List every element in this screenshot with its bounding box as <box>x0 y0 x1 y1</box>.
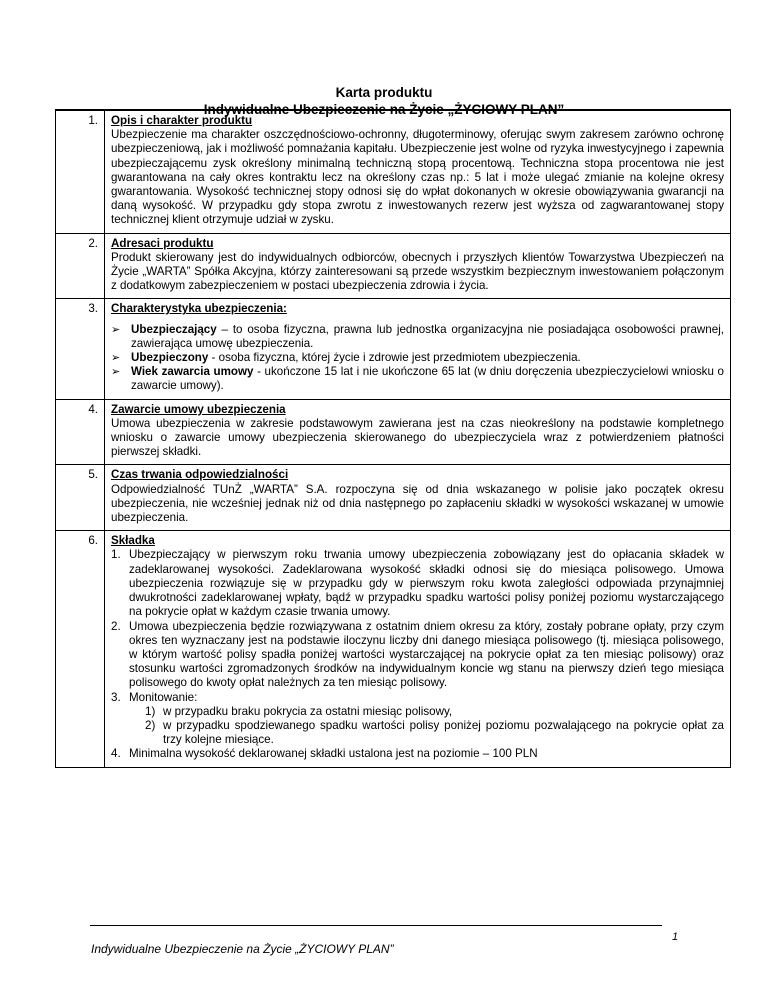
list-item <box>111 323 724 351</box>
section-body: Umowa ubezpieczenia w zakresie podstawowym zawierana jest na czas nieokreślony na podstawie kompletnego wniosku o zawarcie umowy ubezpieczenia skierowanego do ubezpieczyciela wraz z potwierdzeniem płatności pierwszej składki. <box>111 416 724 459</box>
section-content <box>105 110 731 233</box>
section-content <box>105 465 731 531</box>
section-heading: Opis i charakter produktu <box>111 114 253 127</box>
list-item <box>111 620 724 691</box>
list-item <box>111 351 724 365</box>
item-term: Ubezpieczony <box>131 351 209 365</box>
section-number: 2. <box>56 233 105 299</box>
section-content <box>105 531 731 767</box>
list-item <box>111 365 724 393</box>
page-number: 1 <box>672 931 679 943</box>
premium-points-list <box>111 548 724 761</box>
list-item <box>111 548 724 619</box>
point-number: 2. <box>111 619 121 633</box>
item-text: - osoba fizyczna, której życie i zdrowie jest przedmiotem ubezpieczenia. <box>208 351 581 365</box>
point-number: 1. <box>111 548 121 562</box>
point-number: 4. <box>111 747 121 761</box>
list-item <box>129 719 724 747</box>
item-text: – to osoba fizyczna, prawna lub jednostka organizacyjna nie posiadająca osobowości prawnej, zawierająca umowę ubezpieczenia. <box>131 322 724 350</box>
section-row <box>56 465 731 531</box>
item-text: - ukończone 15 lat i nie ukończone 65 lat (w dniu doręczenia ubezpieczycielowi wniosku o zawarcie umowy). <box>131 365 724 393</box>
section-heading: Charakterystyka ubezpieczenia: <box>111 302 287 316</box>
footer-divider <box>90 925 662 926</box>
section-row <box>56 110 731 233</box>
title-line-2: Indywidualne Ubezpieczenie na Życie „ŻYCIOWY PLAN” <box>203 102 565 117</box>
subpoint-text: w przypadku spodziewanego spadku wartości polisy poniżej poziomu pozwalającego na pokrycie opłat za trzy kolejne miesiące. <box>163 718 724 747</box>
section-row <box>56 299 731 399</box>
section-number: 5. <box>56 465 105 531</box>
subpoint-number: 1) <box>145 704 156 718</box>
section-content <box>105 233 731 299</box>
list-item <box>111 691 724 748</box>
subpoint-text: w przypadku braku pokrycia za ostatni miesiąc polisowy, <box>163 704 453 718</box>
monitoring-sublist <box>129 705 724 748</box>
section-row <box>56 233 731 299</box>
list-item <box>129 705 724 719</box>
item-term: Ubezpieczający <box>131 322 217 336</box>
section-heading: Składka <box>111 534 155 548</box>
section-content <box>105 399 731 465</box>
section-row <box>56 531 731 767</box>
section-number: 6. <box>56 531 105 767</box>
section-heading: Adresaci produktu <box>111 236 214 250</box>
section-heading: Zawarcie umowy ubezpieczenia <box>111 402 286 416</box>
section-body: Odpowiedzialność TUnŻ „WARTA” S.A. rozpoczyna się od dnia wskazanego w polisie jako początek okresu ubezpieczenia, nie wcześniej jednak niż od dnia następnego po zapłaceniu składki w wysokości wskazanej w umowie ubezpieczenia. <box>111 482 724 525</box>
section-body: Produkt skierowany jest do indywidualnych odbiorców, obecnych i przyszłych klientów Towarzystwa Ubezpieczeń na Życie „WARTA” Spółka Akcyjna, którzy zainteresowani są przede wszystkim bezpiecznym inwestowaniem połączonym z dodatkowym zabezpieczeniem w postaci ubezpieczenia zdrowia i życia. <box>111 250 724 293</box>
footer-text: Indywidualne Ubezpieczenie na Życie „ŻYCIOWY PLAN” <box>91 942 394 956</box>
subpoint-number: 2) <box>145 718 156 732</box>
section-number: 3. <box>56 299 105 399</box>
point-number: 3. <box>111 690 121 704</box>
section-body: Ubezpieczenie ma charakter oszczędnościowo-ochronny, długoterminowy, oferując swym zakresem zarówno ochronę ubezpieczeniową, jak i możliwość pomnażania kapitału. Ubezpieczenie jest wolne od ryzyka inwestycyjnego i zapewnia ubezpieczającemu zysk określony minimalną techniczną stopą procentową. Techniczna stopa procentowa nie jest gwarantowana na cały okres kontraktu lecz na określony czas np.: 5 lat i może ulegać zmianie na kolejne okresy gwarantowania. Wysokość technicznej stopy odnosi się do wpłat dokonanych w okresie obowiązywania gwarancji na daną wysokość. W przypadku gdy stopa zwrotu z inwestowanych rezerw jest wyższa od zagwarantowanej stopy technicznej klient otrzymuje udział w zysku. <box>111 128 724 227</box>
section-number: 4. <box>56 399 105 465</box>
point-text: Umowa ubezpieczenia będzie rozwiązywana z ostatnim dniem okresu za który, zostały pobrane opłaty, przy czym okres ten wyznaczany jest na podstawie iloczynu liczby dni danego miesiąca polisowego (tj. miesiąca polisowego, w którym wartość polisy spadła poniżej wartości wystarczającej na pokrycie opłat za ten miesiąc polisowy) oraz stosunku wartości zgromadzonych środków na indywidualnym koncie wg stanu na pierwszy dzień tego miesiąca polisowego do kwoty opłat należnych za ten miesiąc polisowy. <box>129 619 724 690</box>
section-content <box>105 299 731 399</box>
item-term: Wiek zawarcia umowy <box>131 365 254 379</box>
title-line-1: Karta produktu <box>335 85 433 100</box>
point-text: Monitowanie: <box>129 690 198 704</box>
product-card-table <box>55 109 731 768</box>
section-row <box>56 399 731 465</box>
list-item <box>111 747 724 761</box>
section-heading: Czas trwania odpowiedzialności <box>111 468 289 482</box>
point-text: Ubezpieczający w pierwszym roku trwania umowy ubezpieczenia zobowiązany jest do opłacania składek w zadeklarowanej wysokości. Zadeklarowana wysokość składki odnosi się do miesiąca polisowego. Umowa ubezpieczenia rozwiązuje się w przypadku gdy w pierwszym roku kwota zaległości odpowiada przynajmniej dwukrotności zadeklarowanej wpłaty, bądź w przypadku spadku wartości polisy poniżej poziomu wystarczającego na pokrycie opłat w każdym czasie trwania umowy. <box>129 548 724 619</box>
section-number: 1. <box>56 110 105 233</box>
point-text: Minimalna wysokość deklarowanej składki ustalona jest na poziomie – 100 PLN <box>129 747 538 761</box>
characteristics-list <box>111 323 724 394</box>
